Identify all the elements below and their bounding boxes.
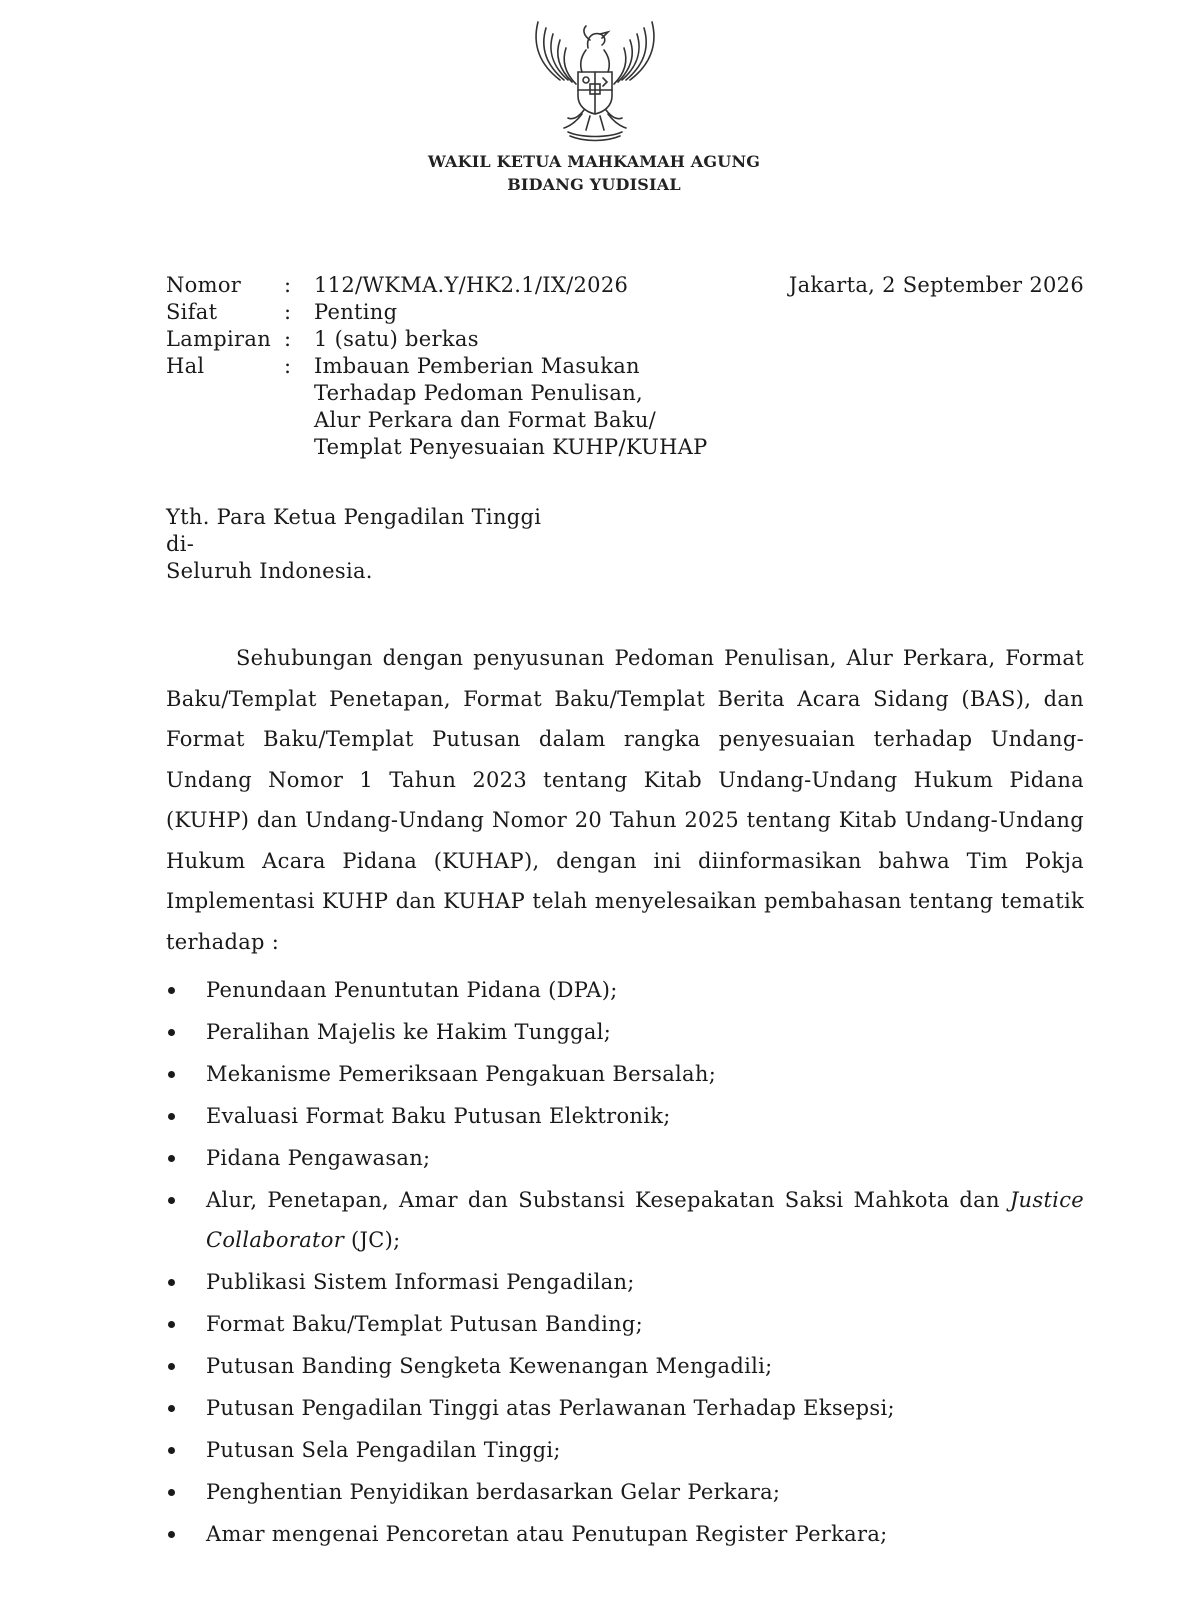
- list-item: [166, 1012, 1084, 1052]
- garuda-emblem-icon: [520, 10, 670, 145]
- list-item-text: Penghentian Penyidikan berdasarkan Gelar Perkara;: [206, 1480, 781, 1504]
- list-item: [166, 1388, 1084, 1428]
- list-item: [166, 1472, 1084, 1512]
- meta-row-nomor: [166, 272, 774, 299]
- institution-subtitle: BIDANG YUDISIAL: [507, 175, 681, 194]
- list-item: [166, 1346, 1084, 1386]
- topic-list: [166, 970, 1084, 1556]
- sifat-value: Penting: [314, 300, 398, 324]
- nomor-label: Nomor: [166, 273, 242, 297]
- list-item-text: Pidana Pengawasan;: [206, 1146, 431, 1170]
- colon: :: [284, 327, 292, 351]
- address-line: Yth. Para Ketua Pengadilan Tinggi: [166, 505, 542, 529]
- list-item: [166, 1054, 1084, 1094]
- hal-line: Terhadap Pedoman Penulisan,: [314, 381, 643, 405]
- colon: :: [284, 300, 292, 324]
- letter-date: Jakarta, 2 September 2026: [788, 273, 1084, 297]
- list-item: [166, 1430, 1084, 1470]
- body-paragraph: [166, 638, 1084, 962]
- list-item: [166, 970, 1084, 1010]
- colon: :: [284, 273, 292, 297]
- nomor-value: 112/WKMA.Y/HK2.1/IX/2026: [314, 273, 629, 297]
- list-item: [166, 1138, 1084, 1178]
- list-item-text: Mekanisme Pemeriksaan Pengakuan Bersalah;: [206, 1062, 717, 1086]
- letter-meta: [166, 272, 774, 461]
- list-item: [166, 1180, 1084, 1260]
- list-item-text: Putusan Pengadilan Tinggi atas Perlawanan Terhadap Eksepsi;: [206, 1396, 895, 1420]
- hal-label: Hal: [166, 354, 205, 378]
- list-item-text: Publikasi Sistem Informasi Pengadilan;: [206, 1270, 635, 1294]
- list-item-text: Putusan Sela Pengadilan Tinggi;: [206, 1438, 561, 1462]
- meta-row-sifat: [166, 299, 774, 326]
- list-item-text: Penundaan Penuntutan Pidana (DPA);: [206, 978, 618, 1002]
- hal-line: Alur Perkara dan Format Baku/: [314, 408, 657, 432]
- list-item-text: Format Baku/Templat Putusan Banding;: [206, 1312, 644, 1336]
- institution-title: WAKIL KETUA MAHKAMAH AGUNG: [427, 152, 761, 171]
- hal-value: [314, 353, 774, 461]
- colon: :: [284, 354, 292, 378]
- lampiran-value: 1 (satu) berkas: [314, 327, 479, 351]
- list-item: [166, 1304, 1084, 1344]
- list-item-text: Peralihan Majelis ke Hakim Tunggal;: [206, 1020, 612, 1044]
- paragraph-text: Sehubungan dengan penyusunan Pedoman Penulisan, Alur Perkara, Format Baku/Templat Penetapan, Format Baku/Templat Berita Acara Sidang (BAS), dan Format Baku/Templat Putusan dalam rangka penyesuaian terhadap Undang-Undang Nomor 1 Tahun 2023 tentang Kitab Undang-Undang Hukum Pidana (KUHP) dan Undang-Undang Nomor 20 Tahun 2025 tentang Kitab Undang-Undang Hukum Acara Pidana (KUHAP), dengan ini diinformasikan bahwa Tim Pokja Implementasi KUHP dan KUHAP telah menyelesaikan pembahasan tentang tematik terhadap :: [166, 646, 1084, 954]
- recipient-address: [166, 504, 541, 585]
- meta-row-hal: [166, 353, 774, 461]
- list-item-text: Alur, Penetapan, Amar dan Substansi Kesepakatan Saksi Mahkota dan: [206, 1188, 1010, 1212]
- hal-line: Templat Penyesuaian KUHP/KUHAP: [314, 435, 708, 459]
- list-item-italic-text: Justice Collaborator: [206, 1188, 1084, 1252]
- sifat-label: Sifat: [166, 300, 218, 324]
- address-line: Seluruh Indonesia.: [166, 559, 373, 583]
- list-item: [166, 1096, 1084, 1136]
- list-item-text: Evaluasi Format Baku Putusan Elektronik;: [206, 1104, 671, 1128]
- list-item-text: (JC);: [344, 1228, 401, 1252]
- lampiran-label: Lampiran: [166, 327, 272, 351]
- address-line: di-: [166, 532, 195, 556]
- hal-line: Imbauan Pemberian Masukan: [314, 354, 640, 378]
- meta-row-lampiran: [166, 326, 774, 353]
- list-item-text: Amar mengenai Pencoretan atau Penutupan Register Perkara;: [206, 1522, 888, 1546]
- list-item: [166, 1262, 1084, 1302]
- list-item: [166, 1514, 1084, 1554]
- list-item-text: Putusan Banding Sengketa Kewenangan Mengadili;: [206, 1354, 773, 1378]
